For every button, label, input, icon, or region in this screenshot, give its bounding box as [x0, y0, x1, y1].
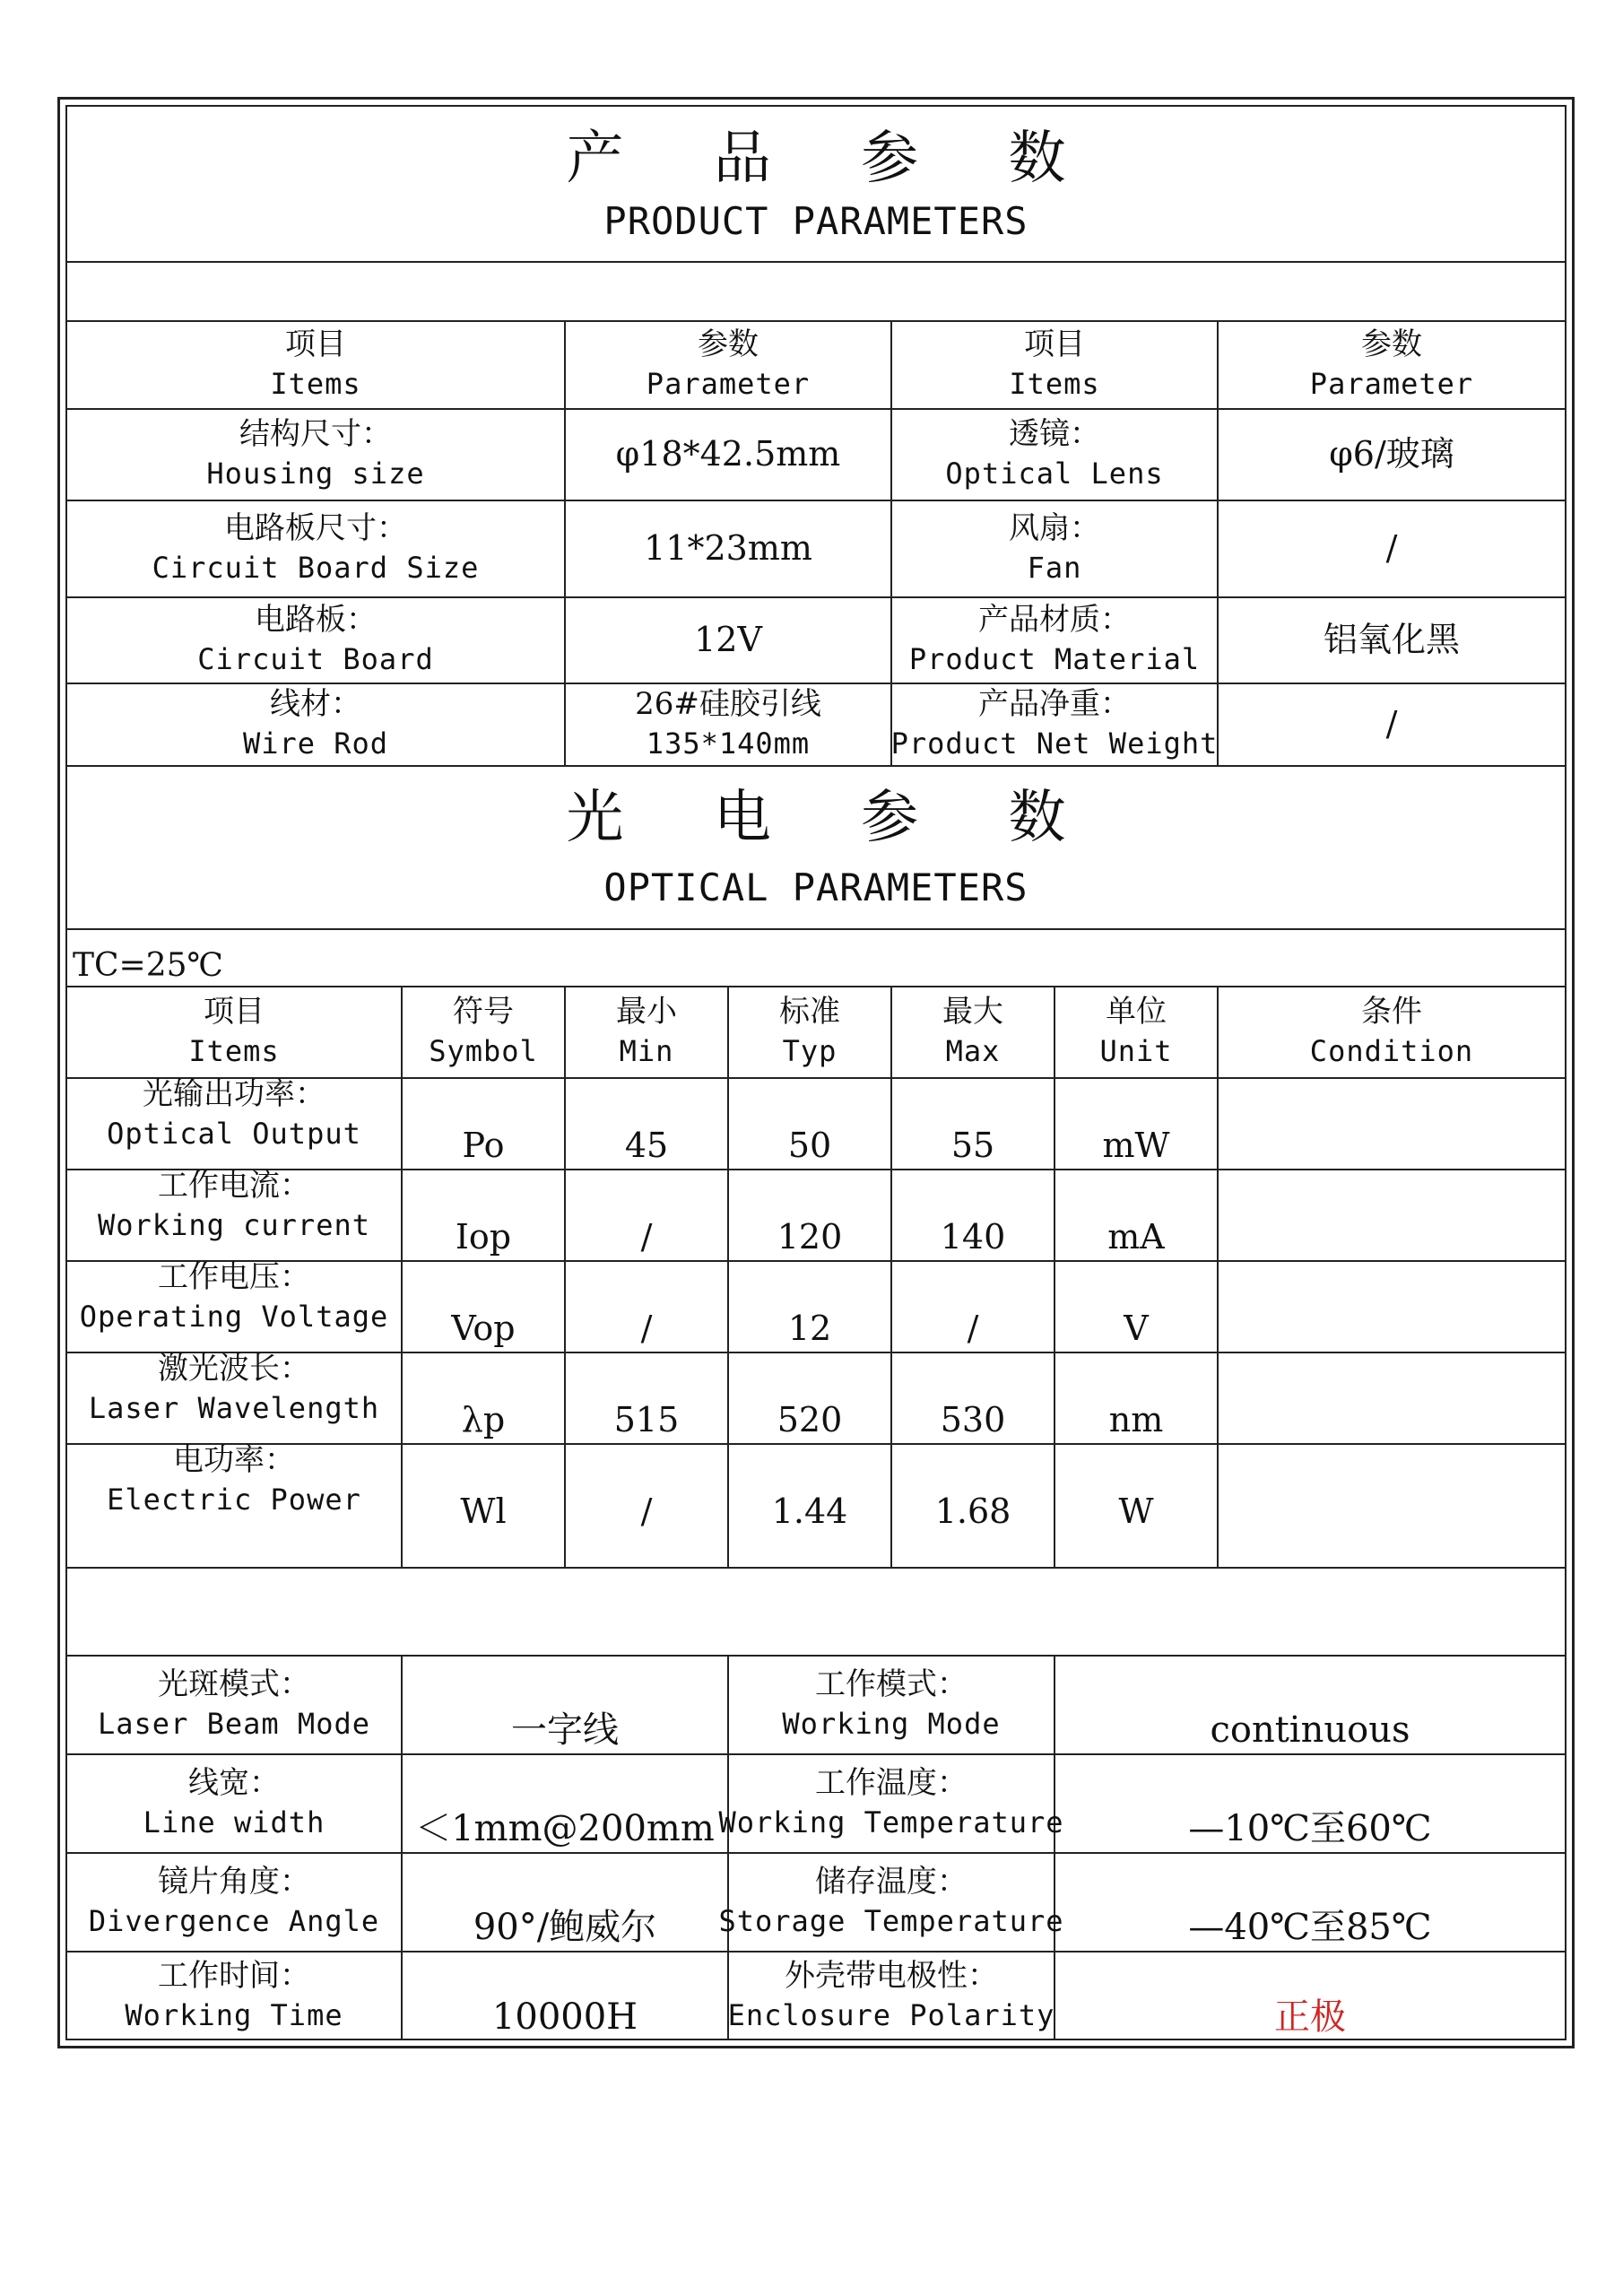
optical-title-block	[67, 765, 1565, 928]
optical-row-label	[67, 1169, 401, 1242]
unit-cell: V	[1124, 1309, 1149, 1348]
typ-cell: 120	[777, 1217, 843, 1257]
optical-lens-value: φ6/玻璃	[1329, 434, 1454, 474]
product-row-wire	[67, 683, 564, 765]
extra-row-value	[403, 1655, 727, 1753]
unit-cell: W	[1118, 1492, 1154, 1531]
product-row-material	[892, 596, 1217, 683]
optical-header-max	[892, 986, 1054, 1077]
symbol-cell: λp	[461, 1400, 506, 1439]
condition-cell	[1219, 1260, 1565, 1352]
product-title-en: PRODUCT PARAMETERS	[603, 199, 1028, 243]
item-label-en: Working Mode	[782, 1707, 1001, 1741]
wire-length: 135*140mm	[646, 726, 811, 761]
extra-row-value	[403, 1753, 727, 1852]
item-label-zh: 风扇：	[1009, 510, 1100, 546]
item-label-zh: 透镜：	[1009, 416, 1100, 452]
parameter-sheet	[57, 97, 1575, 2048]
product-row-lens	[892, 408, 1217, 500]
product-title-zh: 产 品 参 数	[566, 126, 1102, 192]
header-label: Max	[945, 1034, 1001, 1068]
board-size-value: 11*23mm	[644, 528, 812, 568]
header-label: Unit	[1099, 1034, 1173, 1068]
item-label-zh: 产品材质：	[978, 602, 1131, 638]
min-cell: /	[640, 1217, 653, 1257]
condition-cell	[1219, 1169, 1565, 1260]
item-label-en: Product Material	[908, 642, 1201, 676]
optical-header-symbol	[403, 986, 564, 1077]
product-row-fan	[892, 500, 1217, 596]
item-label-zh: 镜片角度：	[158, 1864, 310, 1900]
extra-row-value-2	[1055, 1951, 1565, 2040]
product-row-weight	[892, 683, 1217, 765]
item-label-en: Fan	[1027, 551, 1082, 585]
item-label-en: Electric Power	[107, 1483, 361, 1517]
item-label-en: Operating Voltage	[79, 1300, 389, 1334]
header-label: 参数	[698, 326, 759, 362]
tc-label: TC=25℃	[73, 947, 223, 984]
item-label-zh: 储存温度：	[815, 1864, 968, 1900]
extra-value: ＜1mm@200mm	[415, 1808, 715, 1849]
max-cell: 140	[940, 1217, 1006, 1257]
optical-header-condition	[1219, 986, 1565, 1077]
condition-cell	[1219, 1352, 1565, 1443]
housing-size-value: φ18*42.5mm	[615, 434, 841, 474]
condition-cell	[1219, 1443, 1565, 1535]
parameter-table	[65, 105, 1567, 2040]
header-label: 条件	[1361, 994, 1422, 1030]
item-label-zh: 外壳带电极性：	[785, 1958, 998, 1994]
weight-value: /	[1385, 704, 1398, 744]
item-label-zh: 产品净重：	[978, 686, 1131, 722]
header-label: Parameter	[1309, 367, 1474, 401]
header-label: Min	[619, 1034, 674, 1068]
item-label-en: Optical Output	[107, 1117, 361, 1151]
item-label-zh: 线宽：	[188, 1765, 280, 1801]
item-label-zh: 工作电流：	[158, 1168, 310, 1204]
item-label-en: Wire Rod	[242, 726, 389, 761]
optical-title-zh: 光 电 参 数	[566, 785, 1102, 851]
condition-cell	[1219, 1077, 1565, 1169]
header-label: 最大	[942, 994, 1003, 1030]
extra-row-label	[67, 1852, 401, 1951]
product-row-housing	[67, 408, 564, 500]
item-label-en: Working current	[98, 1208, 370, 1242]
wire-type: 26#硅胶引线	[635, 686, 821, 722]
optical-row-label	[67, 1443, 401, 1517]
item-label-zh: 光斑模式：	[158, 1666, 310, 1702]
extra-value-2: 正极	[1274, 1996, 1346, 2038]
board-voltage-value: 12V	[694, 620, 762, 659]
item-label-en: Working Time	[125, 1998, 343, 2032]
extra-row-label	[67, 1753, 401, 1852]
item-label-en: Circuit Board Size	[152, 551, 480, 585]
typ-cell: 50	[787, 1126, 832, 1165]
item-label-en: Circuit Board	[197, 642, 434, 676]
material-value: 铝氧化黑	[1323, 620, 1460, 659]
max-cell: /	[967, 1309, 979, 1348]
symbol-cell: Po	[462, 1126, 505, 1165]
unit-cell: mA	[1107, 1217, 1165, 1257]
item-label-en: Optical Lens	[945, 457, 1164, 491]
product-title-block	[67, 107, 1565, 261]
header-label: Items	[188, 1034, 280, 1068]
max-cell: 1.68	[934, 1492, 1011, 1531]
typ-cell: 520	[777, 1400, 843, 1439]
item-label-en: Laser Beam Mode	[98, 1707, 370, 1741]
extra-row-value	[403, 1951, 727, 2040]
symbol-cell: Wl	[460, 1492, 507, 1531]
extra-row-label	[67, 1951, 401, 2040]
max-cell: 530	[940, 1400, 1006, 1439]
header-label: Condition	[1309, 1034, 1474, 1068]
extra-value-2: continuous	[1210, 1709, 1410, 1751]
product-header-items-2	[892, 320, 1217, 408]
item-label-zh: 激光波长：	[158, 1351, 310, 1387]
item-label-zh: 电功率：	[173, 1442, 295, 1478]
min-cell: /	[640, 1309, 653, 1348]
item-label-zh: 工作模式：	[815, 1666, 968, 1702]
item-label-zh: 光输出功率：	[143, 1076, 325, 1112]
item-label-en: Product Net Weight	[890, 726, 1219, 761]
extra-row-label-2	[718, 1852, 1064, 1951]
optical-row-label	[67, 1260, 401, 1334]
optical-header-items	[67, 986, 401, 1077]
extra-row-label	[67, 1655, 401, 1753]
item-label-en: Housing size	[206, 457, 425, 491]
header-label: 最小	[616, 994, 677, 1030]
header-label: 项目	[204, 994, 265, 1030]
header-label: 单位	[1106, 994, 1167, 1030]
header-label: 符号	[453, 994, 514, 1030]
max-cell: 55	[950, 1126, 995, 1165]
extra-value: 一字线	[511, 1709, 619, 1751]
header-label: 项目	[1024, 326, 1085, 362]
symbol-cell: Iop	[455, 1217, 512, 1257]
header-label: Parameter	[646, 367, 811, 401]
extra-value: 10000H	[491, 1996, 638, 2038]
min-cell: /	[640, 1492, 653, 1531]
optical-title-en: OPTICAL PARAMETERS	[603, 865, 1028, 909]
extra-value-2: —40℃至85℃	[1188, 1907, 1432, 1948]
item-label-zh: 工作电压：	[158, 1259, 310, 1295]
item-label-en: Working Temperature	[718, 1805, 1064, 1839]
product-header-items	[67, 320, 564, 408]
typ-cell: 1.44	[771, 1492, 848, 1531]
product-row-board	[67, 596, 564, 683]
header-label: 项目	[285, 326, 346, 362]
item-label-en: Enclosure Polarity	[727, 1998, 1055, 2032]
item-label-en: Divergence Angle	[88, 1904, 380, 1938]
extra-row-label-2	[718, 1753, 1064, 1852]
extra-row-value-2	[1055, 1655, 1565, 1753]
item-label-zh: 工作温度：	[815, 1765, 968, 1801]
header-label: Items	[270, 367, 361, 401]
optical-header-min	[566, 986, 727, 1077]
item-label-en: Laser Wavelength	[88, 1391, 380, 1425]
min-cell: 45	[624, 1126, 669, 1165]
optical-row-label	[67, 1352, 401, 1425]
item-label-zh: 电路板：	[255, 602, 377, 638]
product-header-parameter-2	[1219, 320, 1565, 408]
item-label-en: Line width	[143, 1805, 325, 1839]
symbol-cell: Vop	[451, 1309, 516, 1348]
header-label: Typ	[782, 1034, 838, 1068]
optical-row-label	[67, 1077, 401, 1151]
extra-row-value	[403, 1852, 727, 1951]
item-label-zh: 线材：	[270, 686, 361, 722]
extra-row-value-2	[1055, 1753, 1565, 1852]
item-label-zh: 结构尺寸：	[239, 416, 392, 452]
header-label: 标准	[779, 994, 840, 1030]
min-cell: 515	[613, 1400, 680, 1439]
unit-cell: mW	[1102, 1126, 1170, 1165]
wire-value	[566, 683, 890, 765]
extra-value-2: —10℃至60℃	[1188, 1808, 1432, 1849]
extra-value: 90°/鲍威尔	[473, 1907, 657, 1948]
item-label-zh: 工作时间：	[158, 1958, 310, 1994]
product-header-parameter	[566, 320, 890, 408]
typ-cell: 12	[787, 1309, 832, 1348]
item-label-en: Storage Temperature	[718, 1904, 1064, 1938]
header-label: Items	[1009, 367, 1100, 401]
item-label-zh: 电路板尺寸：	[224, 510, 407, 546]
optical-header-typ	[729, 986, 890, 1077]
header-label: Symbol	[429, 1034, 538, 1068]
extra-row-label-2	[729, 1951, 1054, 2040]
unit-cell: nm	[1108, 1400, 1164, 1439]
extra-row-value-2	[1055, 1852, 1565, 1951]
fan-value: /	[1385, 528, 1398, 568]
extra-row-label-2	[729, 1655, 1054, 1753]
product-row-board-size	[67, 500, 564, 596]
header-label: 参数	[1361, 326, 1422, 362]
optical-header-unit	[1055, 986, 1217, 1077]
